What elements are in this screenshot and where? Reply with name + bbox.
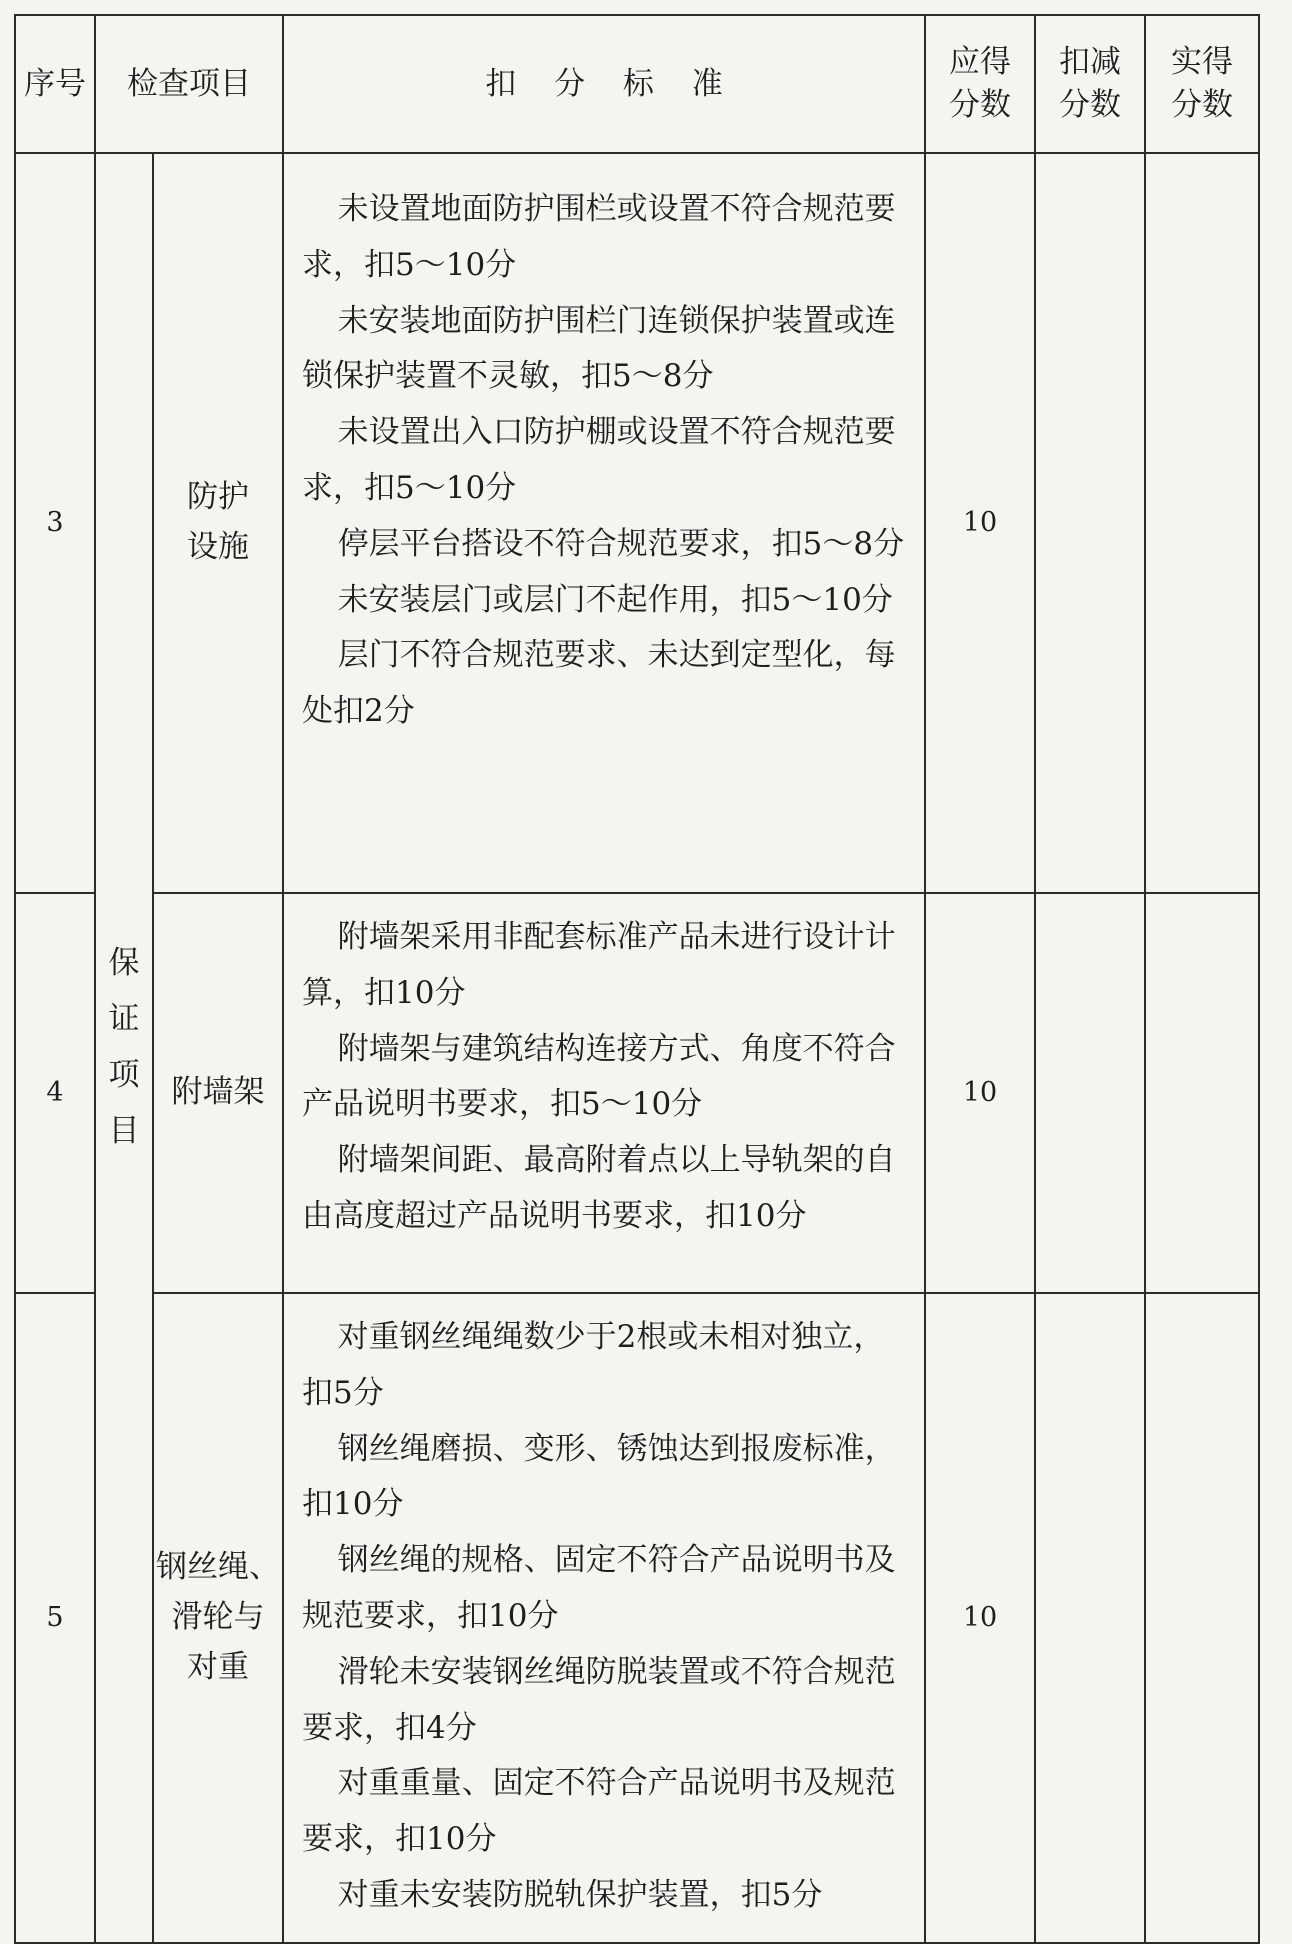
header-deduct-score-l1: 扣减 [1059, 43, 1121, 80]
row-should-score: 10 [925, 1293, 1035, 1943]
row-seq: 4 [15, 893, 95, 1293]
row-actual-score [1145, 153, 1259, 893]
header-should-score [925, 15, 1035, 153]
item-name-line: 附墙架 [171, 1074, 265, 1111]
row-should-score: 10 [925, 153, 1035, 893]
header-should-score-l1: 应得 [949, 43, 1011, 80]
row-item-name [153, 1293, 283, 1943]
row-actual-score [1145, 1293, 1259, 1943]
item-name-line: 滑轮与 [171, 1599, 265, 1636]
group-char: 证 [108, 1001, 140, 1038]
row-criteria [283, 153, 925, 893]
inspection-page [14, 14, 1258, 1913]
criteria-item: 钢丝绳磨损、变形、锈蚀达到报废标准，扣10分 [302, 1430, 896, 1523]
row-seq: 3 [15, 153, 95, 893]
criteria-item: 对重钢丝绳绳数少于2根或未相对独立，扣5分 [302, 1319, 885, 1411]
criteria-item: 滑轮未安装钢丝绳防脱装置或不符合规范要求，扣4分 [302, 1653, 896, 1746]
criteria-item: 未安装层门或层门不起作用，扣5～10分 [337, 581, 893, 618]
row-deduct-score [1035, 153, 1145, 893]
group-char: 保 [108, 945, 140, 982]
header-seq: 序号 [15, 15, 95, 153]
item-name-line: 防护 [187, 479, 249, 516]
header-actual-score-l1: 实得 [1171, 43, 1233, 80]
criteria-item: 未安装地面防护围栏门连锁保护装置或连锁保护装置不灵敏，扣5～8分 [302, 302, 896, 395]
item-name-line: 设施 [187, 529, 249, 565]
row-deduct-score [1035, 893, 1145, 1293]
row-deduct-score [1035, 1293, 1145, 1943]
table-row [15, 1293, 1259, 1943]
criteria-item: 附墙架采用非配套标准产品未进行设计计算，扣10分 [302, 919, 896, 1011]
criteria-item: 附墙架与建筑结构连接方式、角度不符合产品说明书要求，扣5～10分 [302, 1030, 896, 1123]
criteria-item: 停层平台搭设不符合规范要求，扣5～8分 [337, 525, 905, 562]
row-criteria [283, 893, 925, 1293]
criteria-item: 对重重量、固定不符合产品说明书及规范要求，扣10分 [302, 1765, 896, 1858]
row-item-name [153, 153, 283, 893]
row-should-score: 10 [925, 893, 1035, 1293]
criteria-item: 未设置地面防护围栏或设置不符合规范要求，扣5～10分 [302, 191, 896, 283]
criteria-item: 附墙架间距、最高附着点以上导轨架的自由高度超过产品说明书要求，扣10分 [302, 1142, 896, 1234]
row-item-name [153, 893, 283, 1293]
criteria-item: 层门不符合规范要求、未达到定型化，每处扣2分 [302, 637, 896, 730]
criteria-item: 对重未安装防脱轨保护装置，扣5分 [337, 1876, 823, 1913]
header-row [15, 15, 1259, 153]
header-deduct-score [1035, 15, 1145, 153]
header-actual-score [1145, 15, 1259, 153]
row-criteria [283, 1293, 925, 1943]
criteria-item: 钢丝绳的规格、固定不符合产品说明书及规范要求，扣10分 [302, 1542, 896, 1634]
group-char: 目 [108, 1112, 140, 1149]
item-name-line: 对重 [187, 1648, 249, 1685]
inspection-table [14, 14, 1260, 1944]
group-char: 项 [108, 1056, 140, 1093]
header-criteria [283, 15, 925, 153]
header-criteria-text: 扣 分 标 准 [485, 65, 737, 102]
row-actual-score [1145, 893, 1259, 1293]
header-should-score-l2: 分数 [949, 87, 1011, 123]
table-row [15, 893, 1259, 1293]
header-check-item: 检查项目 [95, 15, 283, 153]
group-label [95, 153, 153, 1943]
row-seq: 5 [15, 1293, 95, 1943]
item-name-line: 钢丝绳、 [156, 1549, 280, 1586]
header-deduct-score-l2: 分数 [1059, 87, 1121, 123]
header-actual-score-l2: 分数 [1171, 87, 1233, 123]
criteria-item: 未设置出入口防护棚或设置不符合规范要求，扣5～10分 [302, 414, 896, 506]
table-row [15, 153, 1259, 893]
